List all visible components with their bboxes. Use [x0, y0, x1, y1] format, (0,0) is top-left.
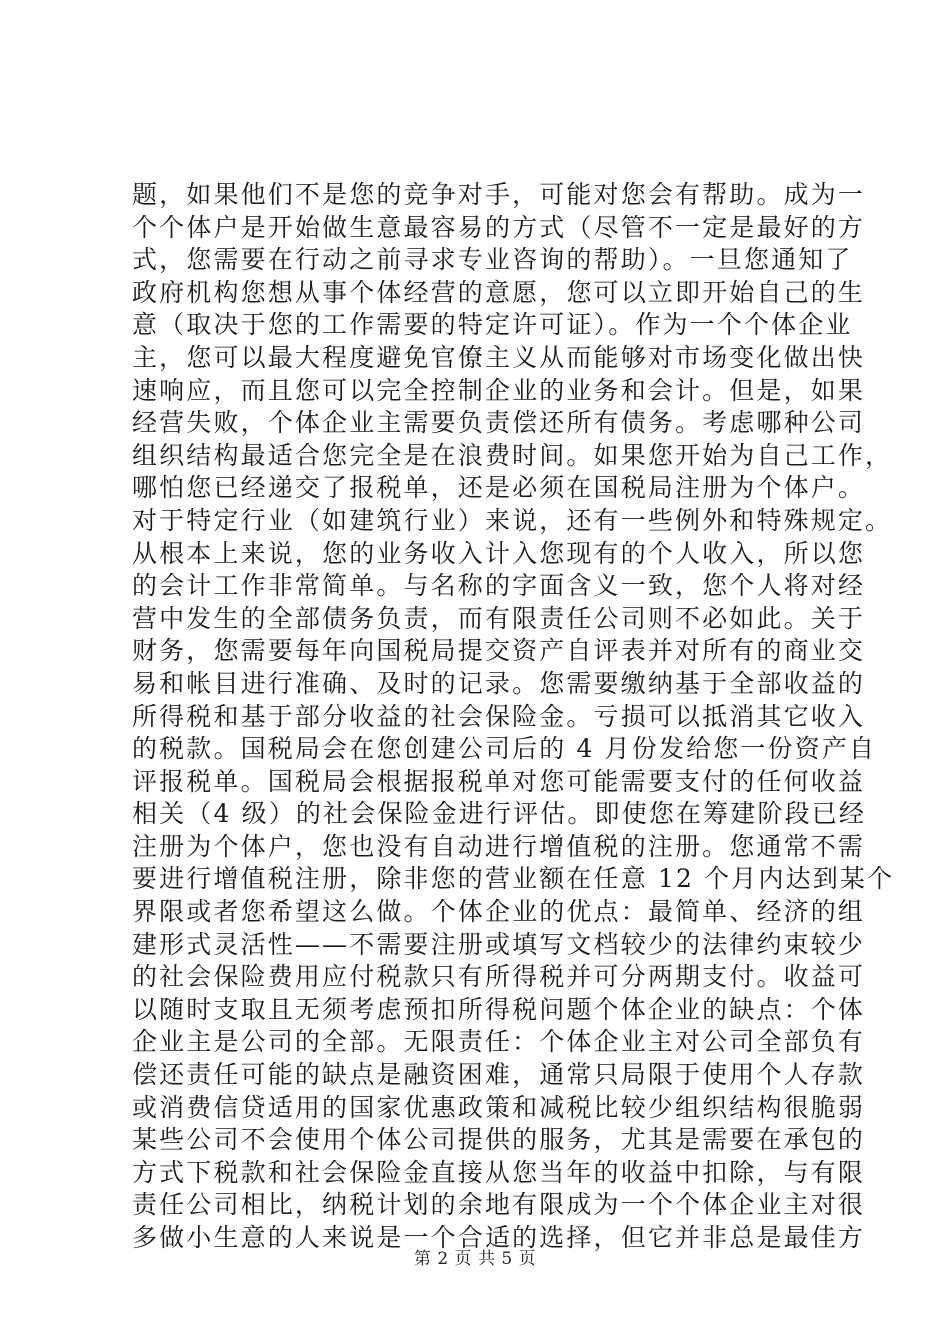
text-line: 企业主是公司的全部。无限责任：个体企业主对公司全部负有	[132, 1027, 866, 1057]
text-line: 政府机构您想从事个体经营的意愿，您可以立即开始自己的生	[132, 277, 866, 307]
body-paragraph	[132, 179, 895, 1255]
text-line: 相关（4 级）的社会保险金进行评估。即使您在筹建阶段已经	[132, 799, 867, 829]
text-line: 经营失败，个体企业主需要负责偿还所有债务。考虑哪种公司	[132, 408, 866, 438]
text-line: 个个体户是开始做生意最容易的方式（尽管不一定是最好的方	[132, 212, 866, 242]
text-line: 所得税和基于部分收益的社会保险金。亏损可以抵消其它收入	[132, 701, 866, 731]
text-line: 哪怕您已经递交了报税单，还是必须在国税局注册为个体户。	[132, 473, 866, 503]
text-line: 或消费信贷适用的国家优惠政策和减税比较少组织结构很脆弱	[132, 1092, 866, 1122]
text-line: 对于特定行业（如建筑行业）来说，还有一些例外和特殊规定。	[132, 505, 893, 535]
text-line: 的社会保险费用应付税款只有所得税并可分两期支付。收益可	[132, 962, 866, 992]
text-line: 从根本上来说，您的业务收入计入您现有的个人收入，所以您	[132, 538, 866, 568]
text-line: 意（取决于您的工作需要的特定许可证）。作为一个个体企业	[132, 310, 853, 340]
text-line: 以随时支取且无须考虑预扣所得税问题个体企业的缺点：个体	[132, 994, 866, 1024]
text-line: 的会计工作非常简单。与名称的字面含义一致，您个人将对经	[132, 571, 866, 601]
text-line: 速响应，而且您可以完全控制企业的业务和会计。但是，如果	[132, 375, 866, 405]
text-line: 责任公司相比，纳税计划的余地有限成为一个个体企业主对很	[132, 1190, 866, 1220]
text-line: 建形式灵活性——不需要注册或填写文档较少的法律约束较少	[132, 929, 866, 959]
page-number-footer: 第 2 页 共 5 页	[413, 1249, 537, 1269]
text-line: 某些公司不会使用个体公司提供的服务，尤其是需要在承包的	[132, 1125, 866, 1155]
text-line: 组织结构最适合您完全是在浪费时间。如果您开始为自己工作，	[132, 440, 893, 470]
text-line: 偿还责任可能的缺点是融资困难，通常只局限于使用个人存款	[132, 1060, 866, 1090]
text-line: 式，您需要在行动之前寻求专业咨询的帮助）。一旦您通知了	[132, 245, 853, 275]
text-line: 财务，您需要每年向国税局提交资产自评表并对所有的商业交	[132, 636, 866, 666]
text-line: 易和帐目进行准确、及时的记录。您需要缴纳基于全部收益的	[132, 668, 866, 698]
text-line: 要进行增值税注册，除非您的营业额在任意 12 个月内达到某个	[132, 864, 895, 894]
text-line: 主，您可以最大程度避免官僚主义从而能够对市场变化做出快	[132, 342, 866, 372]
text-line: 营中发生的全部债务负责，而有限责任公司则不必如此。关于	[132, 603, 866, 633]
text-line: 的税款。国税局会在您创建公司后的 4 月份发给您一份资产自	[132, 734, 877, 764]
text-line: 评报税单。国税局会根据报税单对您可能需要支付的任何收益	[132, 766, 866, 796]
text-line: 注册为个体户，您也没有自动进行增值税的注册。您通常不需	[132, 831, 866, 861]
text-line: 方式下税款和社会保险金直接从您当年的收益中扣除，与有限	[132, 1157, 866, 1187]
text-line: 题，如果他们不是您的竞争对手，可能对您会有帮助。成为一	[132, 180, 866, 209]
text-line: 界限或者您希望这么做。个体企业的优点：最简单、经济的组	[132, 897, 866, 927]
text-line: 多做小生意的人来说是一个合适的选择，但它并非总是最佳方	[132, 1223, 866, 1252]
